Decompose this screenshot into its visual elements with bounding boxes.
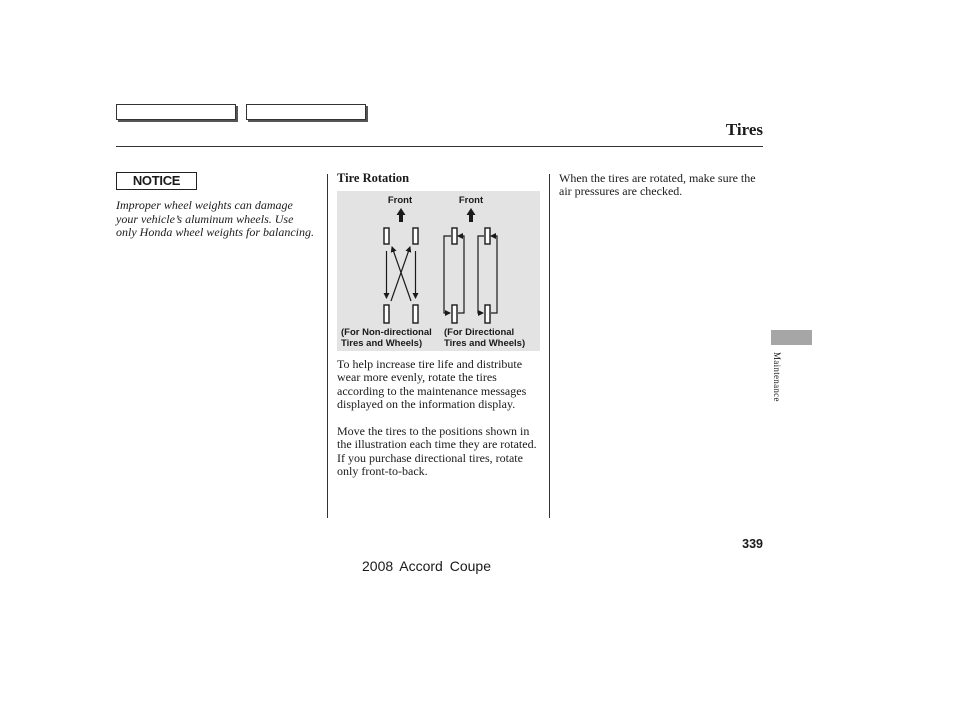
rotation-arrow-icon [392, 247, 411, 301]
tire-icon [485, 228, 490, 244]
tire-icon [413, 305, 418, 323]
caption-directional: (For Directional [444, 327, 515, 338]
tire-icon [485, 305, 490, 323]
column-divider [549, 174, 550, 518]
caption-non-directional: Tires and Wheels) [341, 338, 423, 349]
front-arrow-right-icon [467, 208, 476, 222]
notice-text: Improper wheel weights can damage your vehicle’s aluminum wheels. Use only Honda wheel weights for balancing. [116, 198, 314, 239]
caption-non-directional: (For Non-directional [341, 327, 432, 338]
rotation-paragraph: Move the tires to the positions shown in the illustration each time they are rotated. If you purchase directional tires, rotate only front-to-back. [337, 424, 537, 479]
front-arrow-left-icon [397, 208, 406, 222]
tire-rotation-illustration [337, 191, 540, 351]
page-title: Tires [725, 120, 763, 139]
tire-icon [452, 228, 457, 244]
section-heading: Tire Rotation [337, 171, 410, 185]
non-directional-pattern [384, 228, 418, 323]
tire-rotation-diagram [337, 191, 540, 351]
air-pressure-note: When the tires are rotated, make sure the air pressures are checked. [559, 171, 756, 199]
section-tab-label: Maintenance [772, 352, 782, 402]
rotation-loop-icon [478, 236, 484, 313]
nav-tab-previous[interactable] [116, 104, 236, 120]
front-label-right: Front [458, 195, 484, 206]
rotation-arrow-icon [391, 247, 410, 301]
tire-icon [384, 305, 389, 323]
notice-badge: NOTICE [116, 172, 197, 190]
section-tab[interactable] [771, 330, 812, 345]
nav-tab-next[interactable] [246, 104, 366, 120]
footer-model: 2008 Accord Coupe [362, 558, 491, 574]
rotation-loop-icon [491, 236, 497, 313]
directional-pattern [452, 228, 490, 323]
caption-directional: Tires and Wheels) [444, 338, 526, 349]
tire-icon [384, 228, 389, 244]
tire-icon [413, 228, 418, 244]
column-divider [327, 174, 328, 518]
rotation-loop-icon [444, 236, 451, 313]
header-divider [116, 146, 763, 147]
front-label-left: Front [387, 195, 413, 206]
tire-icon [452, 305, 457, 323]
page-number: 339 [742, 537, 763, 551]
rotation-paragraph: To help increase tire life and distribute wear more evenly, rotate the tires according to the maintenance messages displayed on the information display. [337, 357, 527, 412]
rotation-loop-icon [458, 236, 464, 313]
